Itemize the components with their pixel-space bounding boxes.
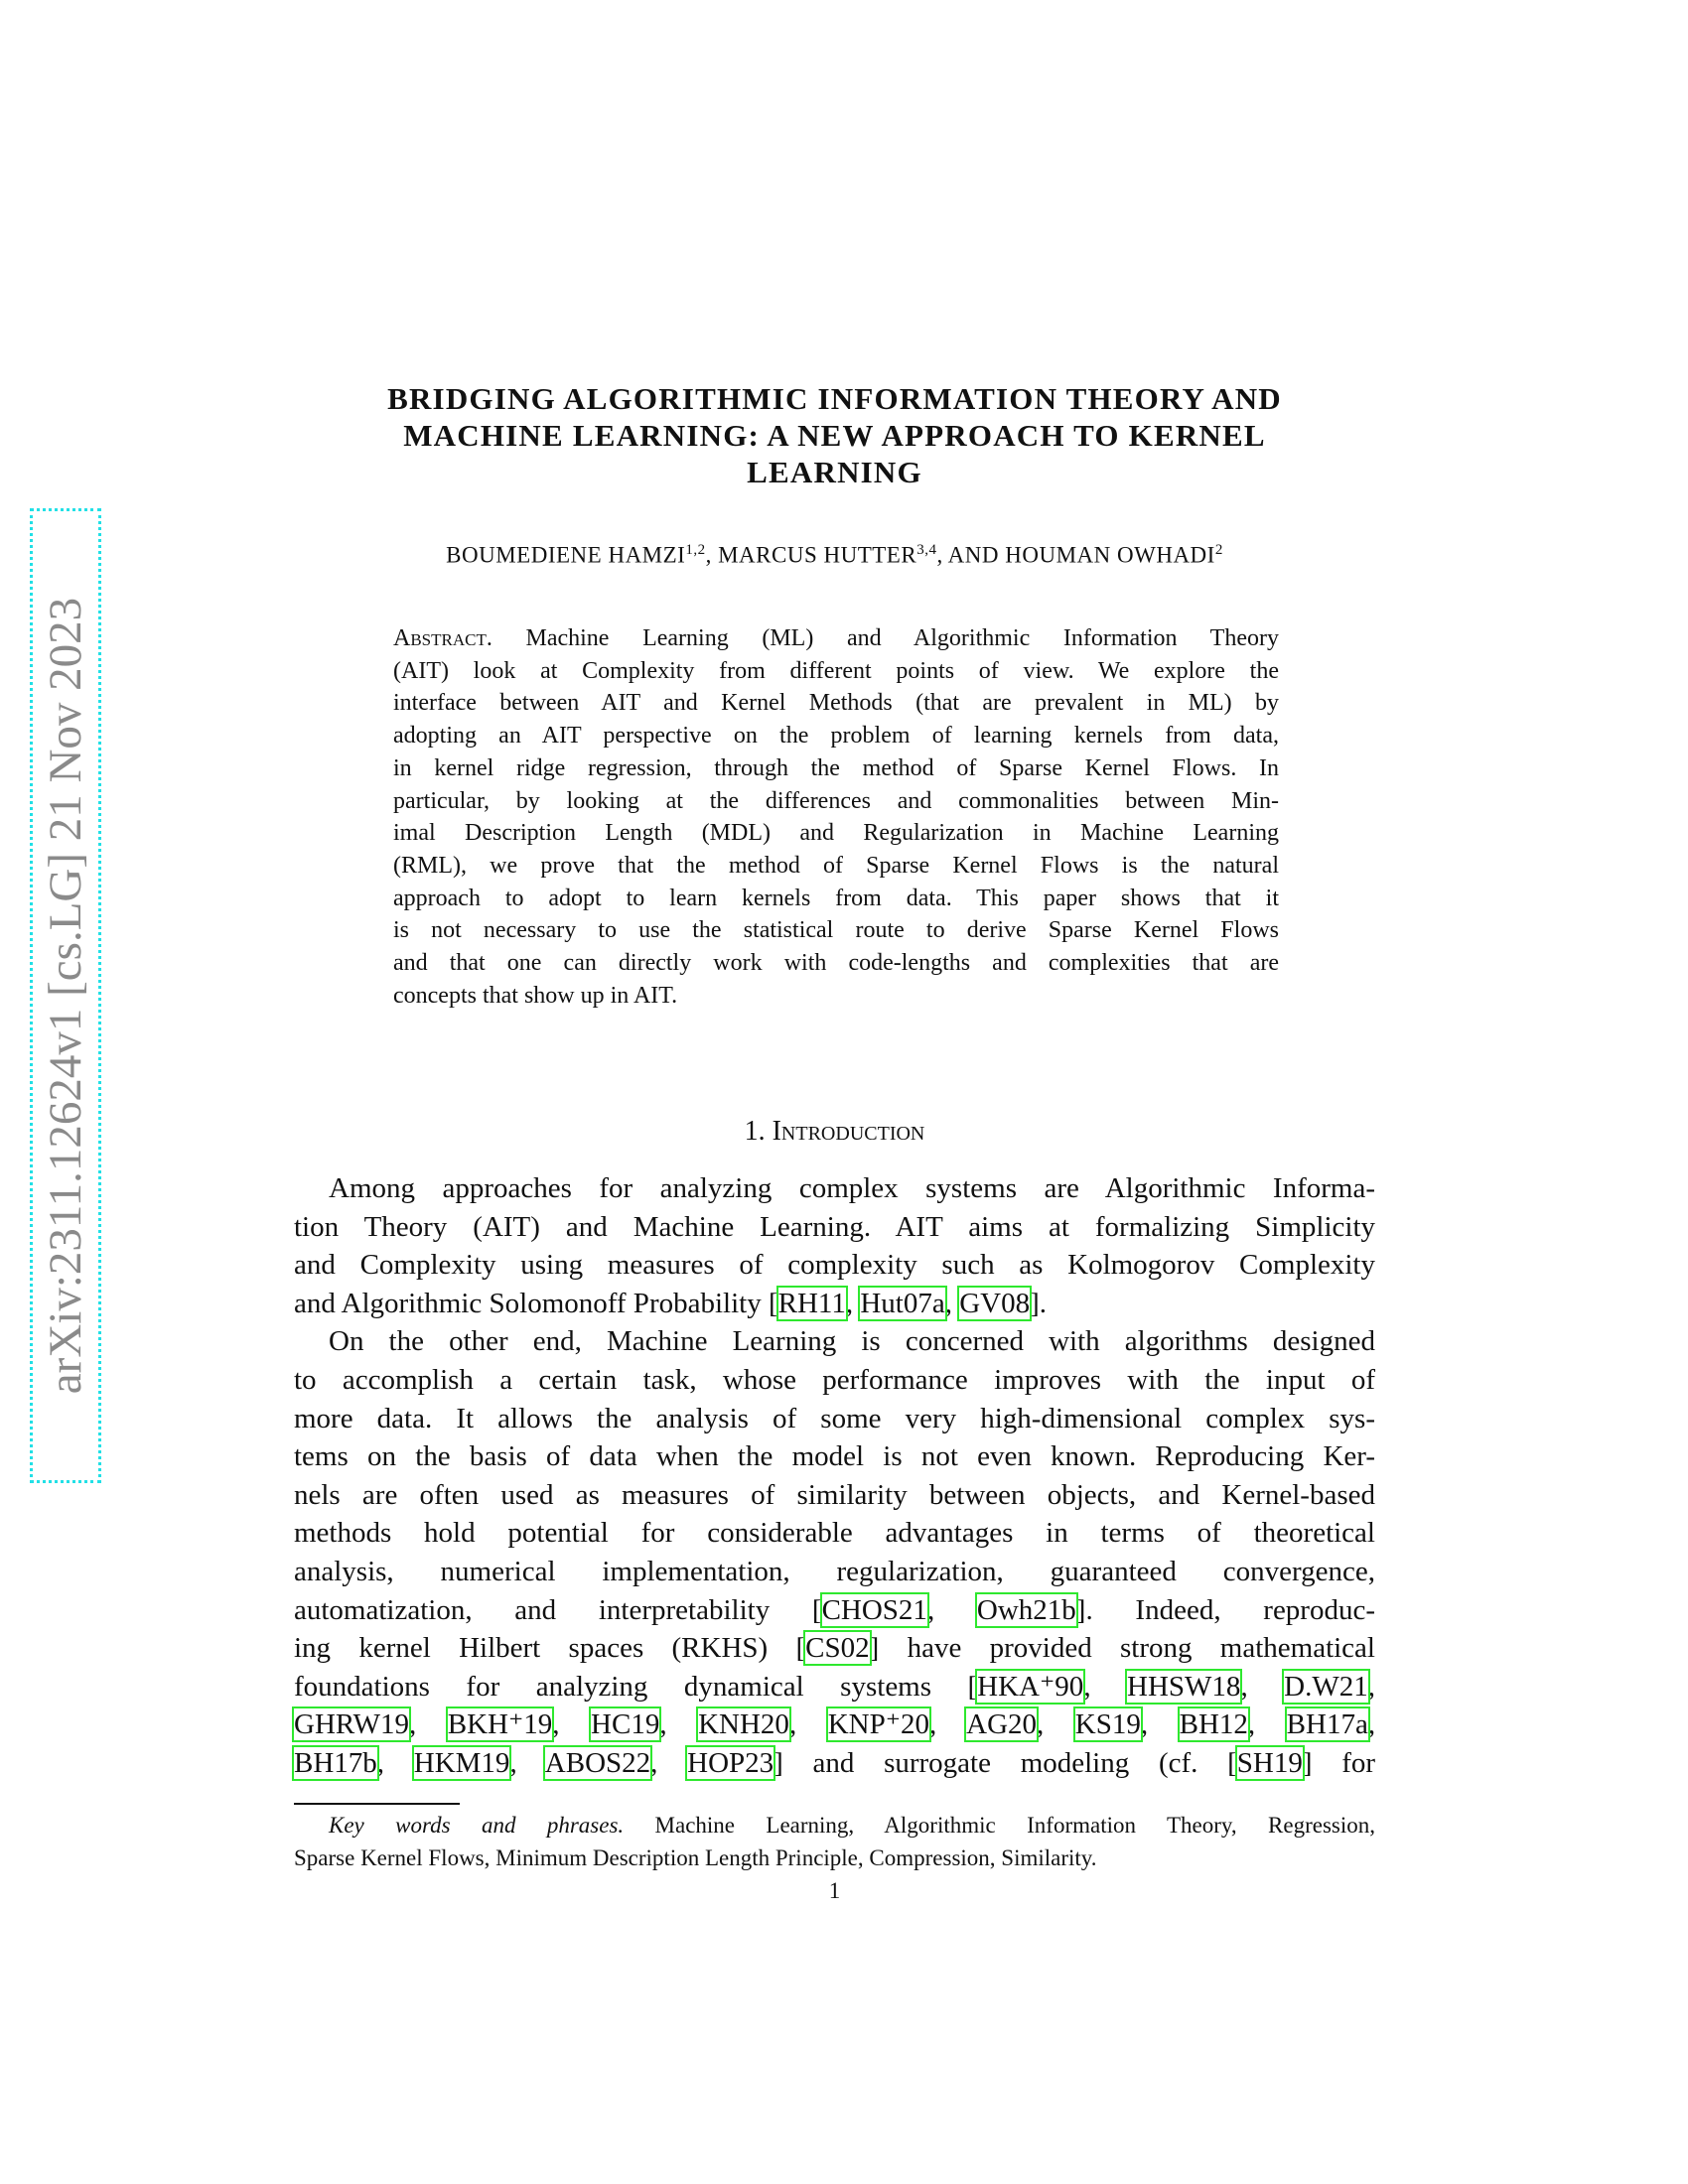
citation-link[interactable]: D.W21 [1284, 1670, 1368, 1703]
abstract-text: Machine Learning (ML) and Algorithmic Information Theory [492, 625, 1279, 651]
text-segment: and Algorithmic Solomonoff Probability [ [294, 1287, 778, 1319]
abstract-text: particular, by looking at the differences and commonalities between Min- [393, 787, 1279, 814]
author-affiliation: 3,4 [916, 542, 937, 558]
text-segment: to accomplish a certain task, whose performance improves with the input of [294, 1363, 1375, 1396]
text-segment: foundations for analyzing dynamical systems [ [294, 1670, 978, 1703]
citation-link[interactable]: SH19 [1236, 1746, 1303, 1779]
text-segment: , [1367, 1708, 1376, 1741]
introduction-body [294, 1169, 1375, 1783]
text-line [294, 1208, 1375, 1247]
abstract-line [393, 883, 1279, 915]
separator: , AND [936, 542, 1006, 568]
footnote-line [294, 1842, 1375, 1874]
text-segment: automatization, and interpretability [ [294, 1593, 822, 1626]
footnote [294, 1809, 1375, 1874]
text-line [294, 1668, 1375, 1706]
footnote-text: Sparse Kernel Flows, Minimum Description Length Principle, Compression, Similarity. [294, 1845, 1097, 1870]
citation-link[interactable]: HOP23 [687, 1746, 774, 1779]
text-line [294, 1285, 1375, 1323]
abstract [393, 622, 1279, 1012]
abstract-line [393, 752, 1279, 785]
citation-link[interactable]: RH11 [777, 1287, 846, 1319]
abstract-line [393, 817, 1279, 850]
abstract-text: concepts that show up in AIT. [393, 982, 678, 1009]
abstract-line [393, 947, 1279, 980]
footnote-text: Machine Learning, Algorithmic Information Theory, Regression, [624, 1813, 1375, 1838]
abstract-text: (RML), we prove that the method of Sparse Kernel Flows is the natural [393, 852, 1279, 879]
paper-title [294, 380, 1375, 490]
title-line: BRIDGING ALGORITHMIC INFORMATION THEORY AND [387, 381, 1282, 416]
footnote-rule [294, 1803, 460, 1805]
text-segment: , [659, 1708, 699, 1741]
abstract-label: Abstract. [393, 625, 492, 651]
author-name: HOUMAN OWHADI [1005, 542, 1215, 568]
text-line [294, 1591, 1375, 1630]
text-segment: , [1140, 1708, 1180, 1741]
citation-link[interactable]: KNH20 [698, 1708, 789, 1741]
text-segment: , [376, 1746, 414, 1779]
author-name: BOUMEDIENE HAMZI [446, 542, 686, 568]
text-segment: ing kernel Hilbert spaces (RKHS) [ [294, 1632, 806, 1665]
text-line [294, 1514, 1375, 1553]
abstract-text: interface between AIT and Kernel Methods (that are prevalent in ML) by [393, 690, 1279, 717]
text-segment: , [926, 1593, 977, 1626]
abstract-text: (AIT) look at Complexity from different points of view. We explore the [393, 657, 1279, 684]
text-segment: , [409, 1708, 448, 1741]
text-line [294, 1322, 1375, 1361]
citation-link[interactable]: HHSW18 [1127, 1670, 1241, 1703]
separator: , [705, 542, 719, 568]
section-heading [294, 1116, 1375, 1148]
text-segment: ] have provided strong mathematical [869, 1632, 1375, 1665]
section-title: Introduction [772, 1116, 925, 1147]
abstract-text: imal Description Length (MDL) and Regularization in Machine Learning [393, 820, 1279, 847]
abstract-line [393, 720, 1279, 752]
text-segment: methods hold potential for considerable advantages in terms of theoretical [294, 1517, 1375, 1550]
paragraph [294, 1169, 1375, 1322]
citation-link[interactable]: Owh21b [976, 1593, 1076, 1626]
text-segment: tems on the basis of data when the model is not even known. Reproducing Ker- [294, 1440, 1375, 1473]
text-line [294, 1169, 1375, 1208]
abstract-line [393, 914, 1279, 947]
text-segment: On the other end, Machine Learning is concerned with algorithms designed [329, 1325, 1375, 1358]
text-segment: , [1083, 1670, 1128, 1703]
citation-link[interactable]: CHOS21 [821, 1593, 927, 1626]
text-line [294, 1476, 1375, 1515]
text-line [294, 1629, 1375, 1668]
abstract-text: and that one can directly work with code-lengths and complexities that are [393, 950, 1279, 977]
citation-link[interactable]: HKM19 [413, 1746, 510, 1779]
citation-link[interactable]: Hut07a [860, 1287, 945, 1319]
text-segment: , [1247, 1708, 1287, 1741]
text-line [294, 1553, 1375, 1591]
citation-link[interactable]: ABOS22 [544, 1746, 651, 1779]
citation-link[interactable]: HC19 [591, 1708, 660, 1741]
text-segment: , [944, 1287, 960, 1319]
text-segment: ]. [1030, 1287, 1048, 1319]
text-line [294, 1400, 1375, 1438]
citation-link[interactable]: BH12 [1179, 1708, 1248, 1741]
citation-link[interactable]: BH17a [1286, 1708, 1368, 1741]
text-segment: ] and surrogate modeling (cf. [ [774, 1746, 1237, 1779]
footnote-line [294, 1809, 1375, 1842]
abstract-text: in kernel ridge regression, through the method of Sparse Kernel Flows. In [393, 754, 1279, 781]
text-line [294, 1437, 1375, 1476]
citation-link[interactable]: GHRW19 [294, 1708, 409, 1741]
text-segment: ] for [1302, 1746, 1376, 1779]
text-segment: , [788, 1708, 828, 1741]
citation-link[interactable]: AG20 [966, 1708, 1038, 1741]
text-segment: , [509, 1746, 545, 1779]
abstract-line [393, 785, 1279, 818]
section-number: 1. [744, 1116, 766, 1147]
text-segment: , [929, 1708, 967, 1741]
text-segment: and Complexity using measures of complexity such as Kolmogorov Complexity [294, 1249, 1375, 1282]
text-segment: Among approaches for analyzing complex systems are Algorithmic Informa- [329, 1172, 1375, 1204]
title-line: MACHINE LEARNING: A NEW APPROACH TO KERNEL [403, 418, 1266, 453]
text-segment: , [1037, 1708, 1075, 1741]
page-number: 1 [828, 1878, 841, 1903]
abstract-line [393, 980, 1279, 1013]
text-line [294, 1706, 1375, 1744]
citation-link[interactable]: KNP⁺20 [827, 1708, 930, 1741]
citation-link[interactable]: GV08 [959, 1287, 1031, 1319]
abstract-line [393, 850, 1279, 883]
citation-link[interactable]: BKH⁺19 [447, 1708, 553, 1741]
text-line [294, 1246, 1375, 1285]
paragraph [294, 1322, 1375, 1782]
citation-link[interactable]: HKA⁺90 [977, 1670, 1084, 1703]
citation-link[interactable]: KS19 [1074, 1708, 1141, 1741]
text-segment: , [1367, 1670, 1375, 1703]
abstract-text: is not necessary to use the statistical route to derive Sparse Kernel Flows [393, 917, 1279, 944]
abstract-text: approach to adopt to learn kernels from data. This paper shows that it [393, 885, 1279, 911]
text-segment: , [552, 1708, 592, 1741]
abstract-text: adopting an AIT perspective on the problem of learning kernels from data, [393, 723, 1279, 750]
citation-link[interactable]: BH17b [294, 1746, 377, 1779]
author-name: MARCUS HUTTER [718, 542, 917, 568]
abstract-line [393, 622, 1279, 655]
text-segment: nels are often used as measures of similarity between objects, and Kernel-based [294, 1478, 1375, 1511]
text-segment: , [650, 1746, 688, 1779]
author-affiliation: 2 [1214, 542, 1223, 558]
text-segment: more data. It allows the analysis of some very high-dimensional complex sys- [294, 1402, 1375, 1434]
text-segment: analysis, numerical implementation, regularization, guaranteed convergence, [294, 1555, 1375, 1587]
footnote-label: Key words and phrases. [329, 1813, 625, 1838]
text-segment: ]. Indeed, reproduc- [1075, 1593, 1375, 1626]
text-line [294, 1744, 1375, 1783]
citation-link[interactable]: CS02 [805, 1632, 870, 1665]
arxiv-stamp [30, 508, 101, 1483]
author-list [294, 542, 1375, 569]
text-segment: , [845, 1287, 861, 1319]
text-segment: , [1240, 1670, 1285, 1703]
abstract-line [393, 655, 1279, 688]
title-line: LEARNING [747, 455, 922, 489]
abstract-line [393, 687, 1279, 720]
arxiv-identifier[interactable]: arXiv:2311.12624v1 [cs.LG] 21 Nov 2023 [40, 597, 91, 1395]
text-line [294, 1361, 1375, 1400]
text-segment: tion Theory (AIT) and Machine Learning. AIT aims at formalizing Simplicity [294, 1210, 1375, 1243]
author-affiliation: 1,2 [685, 542, 706, 558]
